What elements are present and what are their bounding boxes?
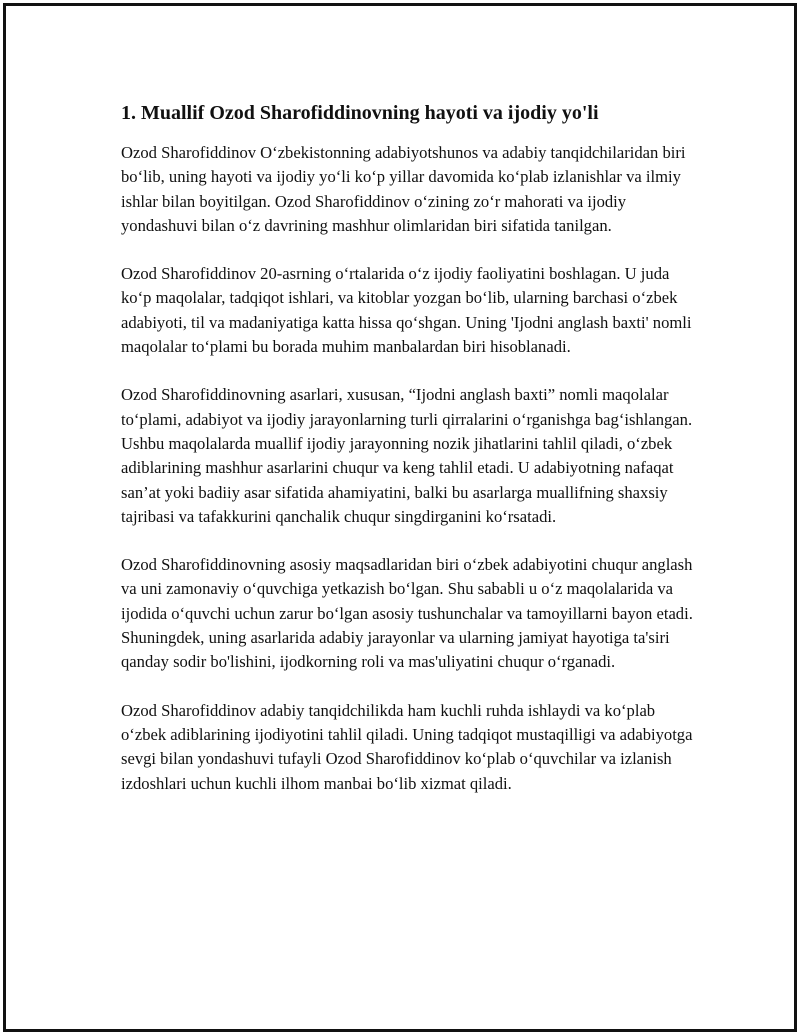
page-frame (3, 3, 797, 1032)
document-title: 1. Muallif Ozod Sharofiddinovning hayoti va ijodiy yo'li (121, 102, 599, 124)
paragraph-3: Ozod Sharofiddinovning asarlari, xususan, “Ijodni anglash baxti” nomli maqolalar to‘plami, adabiyot va ijodiy jarayonlarning turli qirralarini o‘rganishga bag‘ishlangan. Ushbu maqolalarda muallif ijodiy jarayonning nozik jihatlarini tahlil qiladi, o‘zbek adiblarining mashhur asarlarini chuqur va keng tahlil etadi. U adabiyotning nafaqat san’at yoki badiiy asar sifatida ahamiyatini, balki bu asarlarga muallifning shaxsiy tajribasi va tafakkurini qanchalik chuqur singdirganini ko‘rsatadi. (121, 385, 693, 526)
paragraph-1: Ozod Sharofiddinov O‘zbekistonning adabiyotshunos va adabiy tanqidchilaridan biri bo‘lib, uning hayoti va ijodiy yo‘li ko‘p yillar davomida ko‘plab izlanishlar va ilmiy ishlar bilan boyitilgan. Ozod Sharofiddinov o‘zining zo‘r mahorati va ijodiy yondashuvi bilan o‘z davrining mashhur olimlaridan biri sifatida tanilgan. (121, 143, 686, 235)
paragraph-4: Ozod Sharofiddinovning asosiy maqsadlaridan biri o‘zbek adabiyotini chuqur anglash va uni zamonaviy o‘quvchiga yetkazish bo‘lgan. Shu sababli u o‘z maqolalarida va ijodida o‘quvchi uchun zarur bo‘lgan asosiy tushunchalar va tamoyillarni bayon etadi. Shuningdek, uning asarlarida adabiy jarayonlar va ularning jamiyat hayotiga ta'siri qanday sodir bo'lishini, ijodkorning roli va mas'uliyatini chuqur o‘rganadi. (121, 555, 693, 672)
paragraph-2: Ozod Sharofiddinov 20-asrning o‘rtalarida o‘z ijodiy faoliyatini boshlagan. U juda ko‘p maqolalar, tadqiqot ishlari, va kitoblar yozgan bo‘lib, ularning barchasi o‘zbek adabiyoti, til va madaniyatiga katta hissa qo‘shgan. Uning 'Ijodni anglash baxti' nomli maqolalar to‘plami bu borada muhim manbalardan biri hisoblanadi. (121, 264, 692, 357)
paragraph-5: Ozod Sharofiddinov adabiy tanqidchilikda ham kuchli ruhda ishlaydi va ko‘plab o‘zbek adiblarining ijodiyotini tahlil qiladi. Uning tadqiqot mustaqilligi va adabiyotga sevgi bilan yondashuvi tufayli Ozod Sharofiddinov ko‘plab o‘quvchilar va izlanish izdoshlari uchun kuchli ilhom manbai bo‘lib xizmat qiladi. (121, 700, 693, 793)
document-body (121, 101, 701, 820)
